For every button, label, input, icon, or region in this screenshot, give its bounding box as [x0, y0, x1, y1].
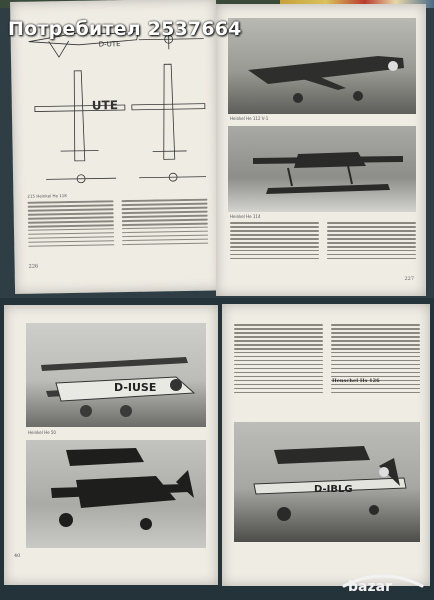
- photo1-registration: D-IUSE: [114, 381, 157, 394]
- bottom-right-page: [222, 304, 430, 586]
- photo-aircraft-ground: [228, 18, 416, 114]
- drawing-caption: 215 Heinkel He 118: [27, 193, 67, 199]
- left-text-columns: [27, 199, 208, 260]
- photo-biplane-ground: [26, 323, 206, 427]
- page-number: 40: [14, 553, 21, 559]
- registration-d-ute: D-UTE: [98, 40, 121, 49]
- photo-registration: D-IBLG: [314, 484, 353, 495]
- page-number: 227: [404, 276, 414, 282]
- page-number: 226: [28, 263, 39, 270]
- section-heading: Henschel Hs 126: [332, 378, 380, 384]
- right-text-columns: [230, 222, 416, 272]
- registration-ute: UTE: [91, 98, 119, 113]
- bazar-logo: [338, 562, 428, 596]
- text-columns: [234, 324, 420, 416]
- top-left-page: [10, 0, 221, 294]
- photo1-caption: Heinkel He 50: [28, 430, 56, 435]
- photo-seaplane: [228, 126, 416, 212]
- bazar-logo-text: bazar: [348, 579, 392, 595]
- photo2-caption: Heinkel He 114: [230, 214, 261, 219]
- photo1-caption: Heinkel He 112 V-1: [230, 116, 269, 121]
- photo-monoplane: [234, 422, 420, 542]
- top-right-page: [216, 4, 426, 296]
- bottom-left-page: [4, 305, 218, 585]
- photo-biplane-dark: [26, 440, 206, 548]
- watermark-text: Потребител 2537664: [8, 18, 242, 40]
